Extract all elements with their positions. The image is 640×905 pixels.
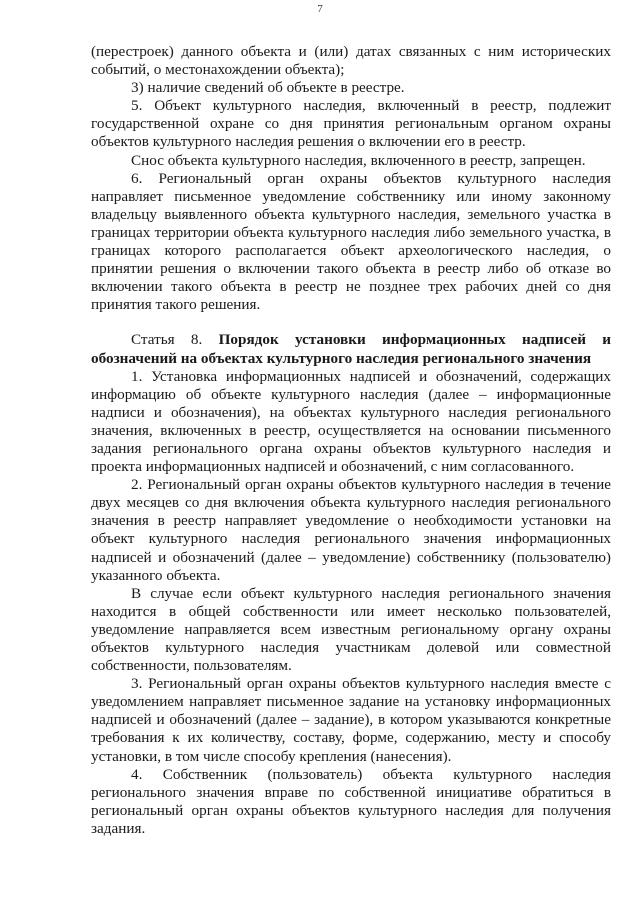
paragraph-item-5: 5. Объект культурного наследия, включенный в реестр, подлежит государственной охране со дня принятия региональным органом охраны объектов культурного наследия решения о включении его в реестр. <box>91 97 611 151</box>
paragraph-item-6: 6. Региональный орган охраны объектов культурного наследия направляет письменное уведомление собственнику или иному законному владельцу выявленного объекта культурного наследия, земельного участка в границах территории объекта культурного наследия либо земельного участка, в границах которого располагается объект археологического наследия, о принятии решения о включении такого объекта в реестр либо об отказе во включении такого объекта в реестр не позднее трех рабочих дней со дня принятия такого решения. <box>91 169 611 314</box>
page-number: 7 <box>317 3 323 15</box>
paragraph-demolition-ban: Снос объекта культурного наследия, включенного в реестр, запрещен. <box>131 151 586 169</box>
paragraph-item-3: 3) наличие сведений об объекте в реестре. <box>131 79 405 97</box>
article-item-2: 2. Региональный орган охраны объектов культурного наследия в течение двух месяцев со дня включения объекта культурного наследия регионального значения в реестр направляет уведомление о необходимости установки на объект культурного наследия регионального значения информационных надписей и обозначений (далее – уведомление) собственнику (пользователю) указанного объекта. <box>91 476 611 584</box>
article-heading <box>91 331 611 367</box>
article-item-1: 1. Установка информационных надписей и обозначений, содержащих информацию об объекте культурного наследия (далее – информационные надписи и обозначения), на объектах культурного наследия регионального значения, включенных в реестр, осуществляется на основании письменного задания регионального органа охраны объектов культурного наследия и проекта информационных надписей и обозначений, с ним согласованного. <box>91 367 611 476</box>
paragraph-continuation: (перестроек) данного объекта и (или) датах связанных с ним исторических событий, о местонахождении объекта); <box>91 43 611 79</box>
paragraph-common-ownership: В случае если объект культурного наследия регионального значения находится в общей собственности или имеет несколько пользователей, уведомление направляется всем известным региональному органу охраны объектов культурного наследия участникам долевой или совместной собственности, пользователям. <box>91 584 611 675</box>
document-body <box>91 43 611 838</box>
article-title: Порядок установки информационных надписей и обозначений на объектах культурного наследия регионального значения <box>91 331 611 367</box>
article-item-4: 4. Собственник (пользователь) объекта культурного наследия регионального значения вправе по собственной инициативе обратиться в региональный орган охраны объектов культурного наследия для получения задания. <box>91 765 611 837</box>
article-item-3: 3. Региональный орган охраны объектов культурного наследия вместе с уведомлением направляет письменное задание на установку информационных надписей и обозначений (далее – задание), в котором указываются конкретные требования к их количеству, составу, форме, содержанию, месту и способу установки, в том числе способу крепления (нанесения). <box>91 675 611 765</box>
article-prefix: Статья 8. <box>131 331 219 349</box>
